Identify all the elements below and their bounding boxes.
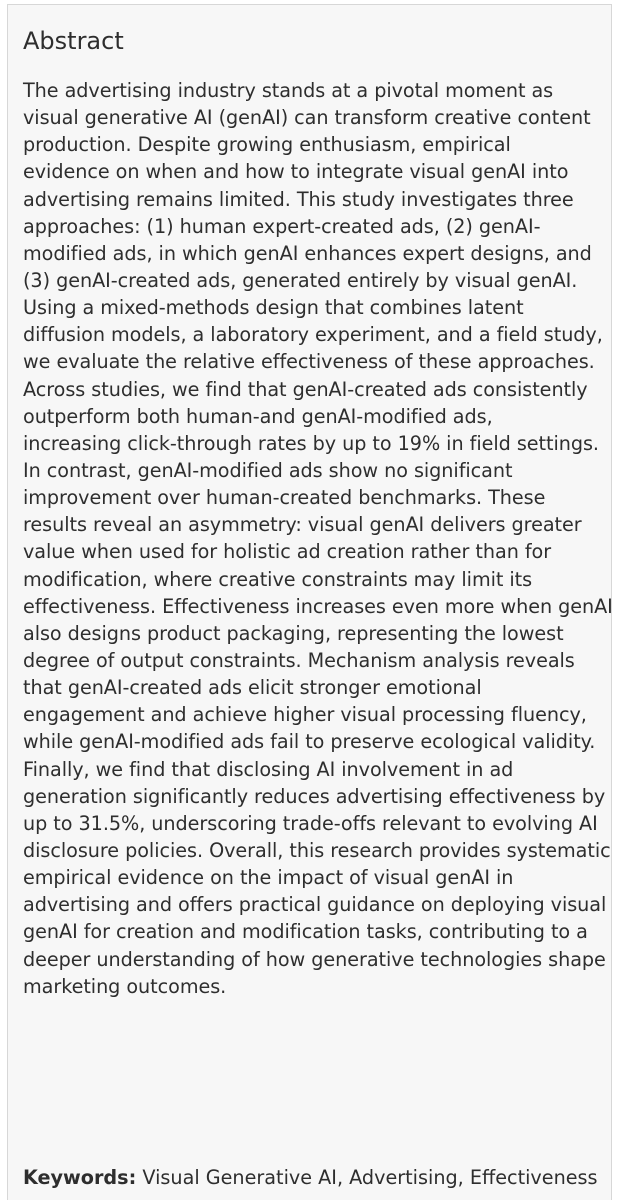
abstract-line: The advertising industry stands at a pivotal moment as: [23, 79, 554, 102]
abstract-line: diffusion models, a laboratory experiment, and a field study,: [23, 323, 603, 347]
keywords: [23, 1164, 598, 1191]
abstract-line: production. Despite growing enthusiasm, empirical: [23, 133, 511, 157]
abstract-line: advertising remains limited. This study investigates three: [23, 187, 574, 211]
abstract-line: outperform both human-and genAI-modified ads,: [23, 404, 493, 428]
abstract-line: value when used for holistic ad creation rather than for: [23, 540, 552, 564]
abstract-line: Across studies, we find that genAI-created ads consistently: [23, 377, 588, 401]
abstract-line: empirical evidence on the impact of visual genAI in: [23, 866, 514, 890]
abstract-heading: Abstract: [23, 27, 124, 55]
abstract-line: improvement over human-created benchmarks. These: [23, 486, 546, 510]
abstract-line: approaches: (1) human expert-created ads, (2) genAI-: [23, 214, 541, 238]
abstract-line: degree of output constraints. Mechanism analysis reveals: [23, 648, 575, 672]
abstract-line: also designs product packaging, representing the lowest: [23, 621, 564, 645]
abstract-line: Using a mixed-methods design that combines latent: [23, 296, 524, 320]
keywords-value: Visual Generative AI, Advertising, Effectiveness: [142, 1166, 598, 1189]
abstract-line: increasing click-through rates by up to 19% in field settings.: [23, 431, 599, 455]
abstract-line: up to 31.5%, underscoring trade-offs relevant to evolving AI: [23, 811, 598, 835]
abstract-line: marketing outcomes.: [23, 974, 227, 998]
abstract-panel: [7, 4, 612, 1200]
abstract-line: we evaluate the relative effectiveness of these approaches.: [23, 350, 595, 374]
abstract-line: effectiveness. Effectiveness increases even more when genAI: [23, 594, 613, 618]
abstract-line: modification, where creative constraints may limit its: [23, 567, 533, 591]
abstract-line: generation significantly reduces advertising effectiveness by: [23, 784, 606, 808]
keywords-label: Keywords:: [23, 1166, 137, 1189]
abstract-line: visual generative AI (genAI) can transform creative content: [23, 106, 591, 130]
abstract-line: while genAI-modified ads fail to preserve ecological validity.: [23, 730, 596, 754]
abstract-line: evidence on when and how to integrate visual genAI into: [23, 160, 569, 184]
abstract-line: genAI for creation and modification tasks, contributing to a: [23, 920, 588, 944]
abstract-line: that genAI-created ads elicit stronger emotional: [23, 676, 482, 700]
abstract-line: modified ads, in which genAI enhances expert designs, and: [23, 241, 592, 265]
abstract-line: results reveal an asymmetry: visual genAI delivers greater: [23, 513, 582, 537]
abstract-body: [23, 77, 613, 1000]
abstract-line: advertising and offers practical guidance on deploying visual: [23, 893, 607, 917]
abstract-line: engagement and achieve higher visual processing fluency,: [23, 703, 587, 727]
abstract-line: (3) genAI-created ads, generated entirely by visual genAI.: [23, 268, 578, 292]
abstract-line: deeper understanding of how generative technologies shape: [23, 947, 606, 971]
abstract-line: In contrast, genAI-modified ads show no significant: [23, 458, 513, 482]
abstract-line: disclosure policies. Overall, this research provides systematic: [23, 838, 611, 862]
abstract-line: Finally, we find that disclosing AI involvement in ad: [23, 757, 514, 781]
